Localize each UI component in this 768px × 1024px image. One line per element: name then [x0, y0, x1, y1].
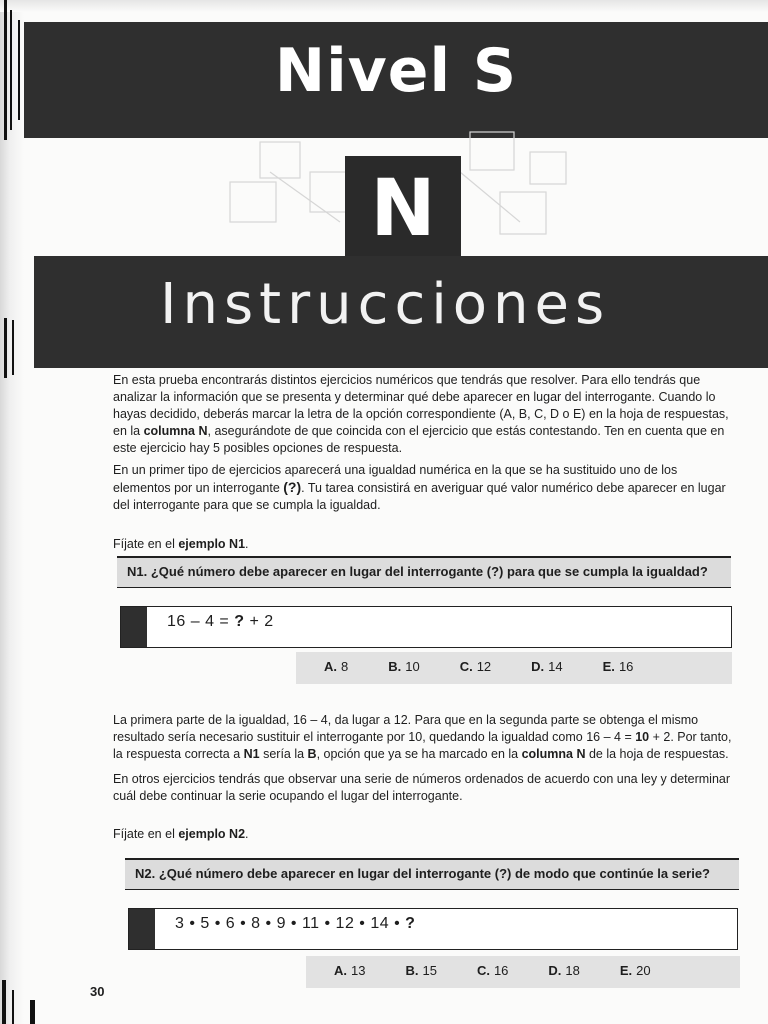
example-2-options — [306, 956, 740, 988]
option-c: C. 16 — [476, 963, 509, 978]
scan-edge-stripes — [0, 0, 40, 1024]
example-1-lead: Fíjate en el ejemplo N1. — [113, 537, 249, 551]
scan-top-shadow — [0, 0, 768, 12]
option-e: E. 20 — [619, 963, 651, 978]
intro-paragraph-2: En un primer tipo de ejercicios aparecerá una igualdad numérica en la que se ha sustituido uno de los elementos por un interrogante (?). Tu tarea consistirá en averiguar qué valor numérico debe aparecer en lugar del interrogante para que se cumpla la igualdad. — [113, 463, 726, 512]
example-2-lead: Fíjate en el ejemplo N2. — [113, 827, 249, 841]
section-letter-box: N — [345, 156, 461, 262]
option-a: A. 13 — [334, 963, 366, 978]
option-d: D. 14 — [531, 659, 563, 674]
example-1-options — [296, 652, 732, 684]
page-number: 30 — [90, 984, 105, 999]
level-title: Nivel S — [274, 36, 518, 106]
option-b: B. 15 — [405, 963, 437, 978]
explanation-paragraph: La primera parte de la igualdad, 16 – 4, da lugar a 12. Para que en la segunda parte se obtenga el mismo resultado sería necesario sustituir el interrogante por 10, quedando la igualdad como 16 – 4 = 10 + 2. Por tanto, la respuesta correcta a N1 sería la B, opción que ya se ha marcado en la columna N de la hoja de respuestas. — [113, 713, 732, 761]
example-1-expression: 16 – 4 = ? + 2 — [167, 613, 274, 630]
option-b: B. 10 — [388, 659, 420, 674]
example-2-series: 3 • 5 • 6 • 8 • 9 • 11 • 12 • 14 • ? — [175, 915, 416, 932]
expression-marker — [129, 909, 155, 949]
option-d: D. 18 — [548, 963, 580, 978]
intro-paragraph: En esta prueba encontrarás distintos ejercicios numéricos que tendrás que resolver. Para ello tendrás que analizar la información que se presenta y determinar qué debe aparecer en lugar del interrogante. Cuando lo hayas decidido, deberás marcar la letra de la opción correspondiente (A, B, C, D o E) en la hoja de respuestas, en la columna N, asegurándote de que coincida con el ejercicio que estás contestando. Ten en cuenta que en este ejercicio hay 5 posibles opciones de respuesta. — [113, 373, 729, 455]
option-c: C. 12 — [459, 659, 492, 674]
instructions-title: Instrucciones — [160, 272, 611, 337]
example-1-expression-box — [120, 606, 732, 648]
option-a: A. 8 — [324, 659, 349, 674]
example-2-question: N2. ¿Qué número debe aparecer en lugar del interrogante (?) de modo que continúe la serie? — [125, 858, 739, 890]
example-1-question: N1. ¿Qué número debe aparecer en lugar del interrogante (?) para que se cumpla la igualdad? — [117, 556, 731, 588]
option-e: E. 16 — [602, 659, 634, 674]
expression-marker — [121, 607, 147, 647]
series-paragraph: En otros ejercicios tendrás que observar una serie de números ordenados de acuerdo con una ley y determinar cuál debe continuar la serie ocupando el lugar del interrogante. — [113, 772, 731, 803]
example-2-series-box — [128, 908, 738, 950]
